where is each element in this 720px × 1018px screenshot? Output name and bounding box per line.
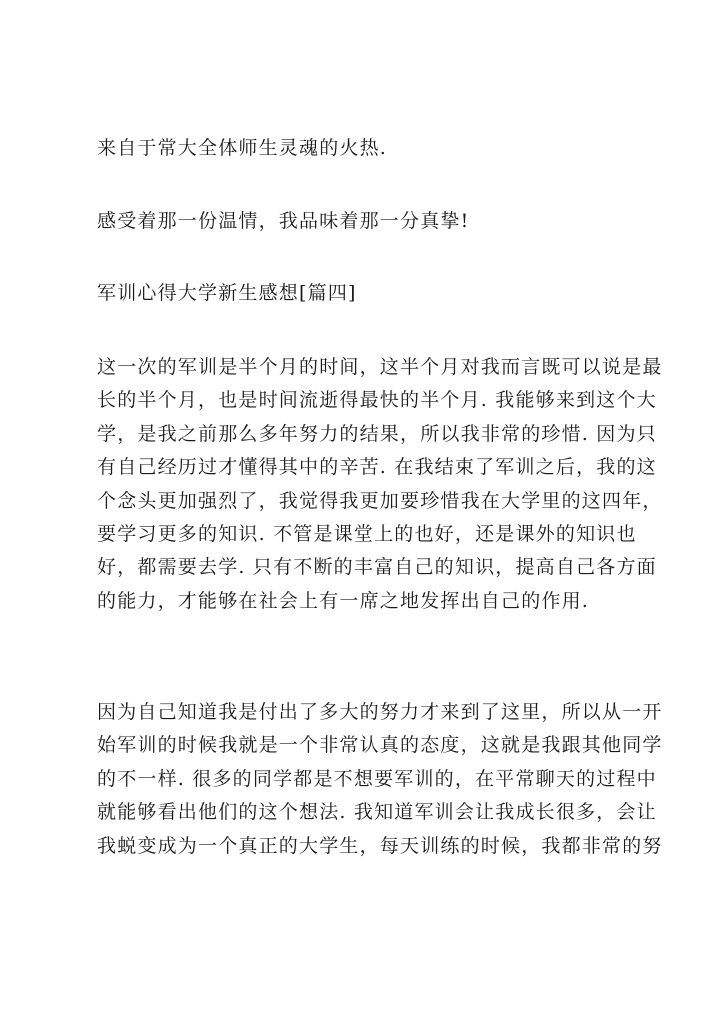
paragraph-line: 的能力，才能够在社会上有一席之地发挥出自己的作用. bbox=[97, 589, 590, 612]
paragraph-line: 好，都需要去学. 只有不断的丰富自己的知识，提高自己各方面 bbox=[97, 556, 657, 579]
paragraph-line: 要学习更多的知识. 不管是课堂上的也好，还是课外的知识也 bbox=[97, 522, 637, 545]
paragraph-1 bbox=[97, 355, 663, 622]
section-heading: 军训心得大学新生感想[篇四] bbox=[97, 282, 357, 304]
text-line: 感受着那一份温情，我品味着那一分真挚! bbox=[97, 210, 470, 232]
text-line: 来自于常大全体师生灵魂的火热. bbox=[97, 137, 388, 159]
paragraph-line: 个念头更加强烈了，我觉得我更加要珍惜我在大学里的这四年， bbox=[97, 489, 663, 512]
paragraph-line: 我蜕变成为一个真正的大学生，每天训练的时候，我都非常的努 bbox=[97, 834, 663, 857]
paragraph-line: 这一次的军训是半个月的时间，这半个月对我而言既可以说是最 bbox=[97, 356, 663, 378]
paragraph-line: 因为自己知道我是付出了多大的努力才来到了这里，所以从一开 bbox=[97, 701, 663, 723]
paragraph-2 bbox=[97, 700, 663, 867]
paragraph-line: 的不一样. 很多的同学都是不想要军训的，在平常聊天的过程中 bbox=[97, 767, 657, 790]
paragraph-line: 始军训的时候我就是一个非常认真的态度，这就是我跟其他同学 bbox=[97, 734, 663, 757]
paragraph-line: 学，是我之前那么多年努力的结果，所以我非常的珍惜. 因为只 bbox=[97, 422, 657, 445]
paragraph-line: 就能够看出他们的这个想法. 我知道军训会让我成长很多，会让 bbox=[97, 801, 657, 824]
paragraph-line: 有自己经历过才懂得其中的辛苦. 在我结束了军训之后，我的这 bbox=[97, 456, 657, 479]
paragraph-line: 长的半个月，也是时间流逝得最快的半个月. 我能够来到这个大 bbox=[97, 389, 657, 412]
